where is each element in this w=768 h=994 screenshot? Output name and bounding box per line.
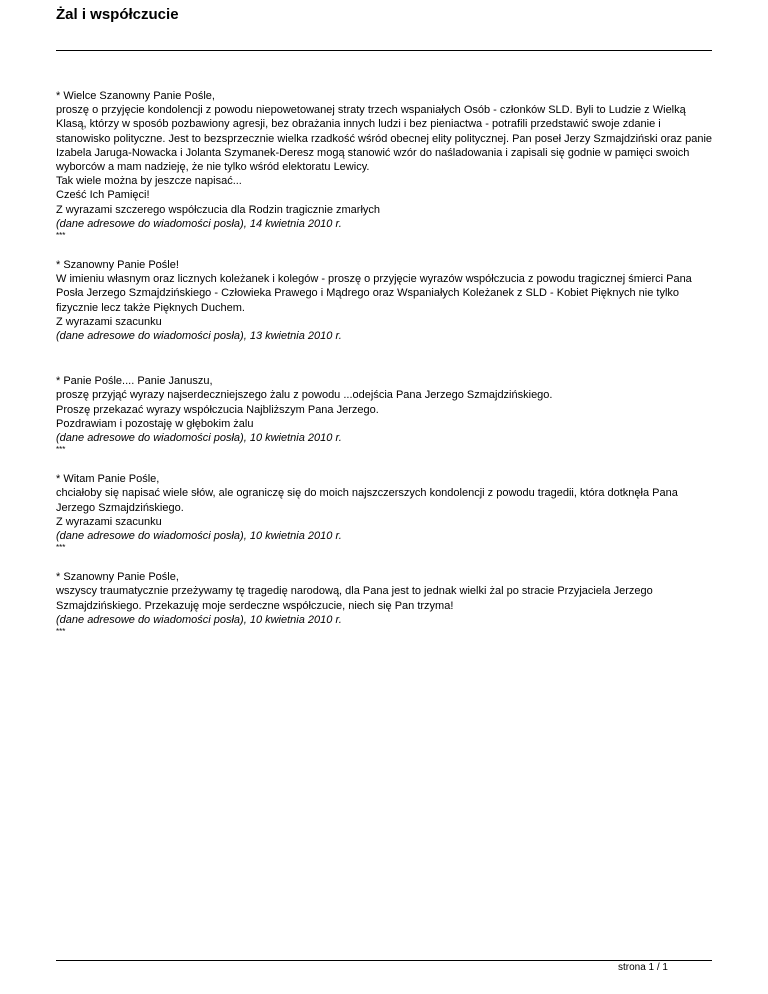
letter-body: W imieniu własnym oraz licznych koleżanek i kolegów - proszę o przyjęcie wyrazów współczucia z powodu tragicznej śmierci Pana Posła Jerzego Szmajdzińskiego - Człowieka Prawego i Mądrego oraz Wspaniałych Koleżanek z SLD - Kobiet Pięknych nie tylko fizycznie lecz także Pięknych Duchem. — [56, 273, 692, 314]
letter-greeting: * Szanowny Panie Pośle, — [56, 571, 179, 584]
letter-closing: Z wyrazami szacunku — [56, 515, 162, 528]
letter-body: proszę przyjąć wyrazy najserdeczniejszego żalu z powodu ...odejścia Pana Jerzego Szmajdzińskiego. — [56, 389, 553, 402]
letter-closing: Z wyrazami szczerego współczucia dla Rodzin tragicznie zmarłych — [56, 203, 381, 216]
entry-separator: *** — [56, 627, 66, 637]
letter-entry — [56, 472, 716, 553]
letter-body: Tak wiele można by jeszcze napisać... — [56, 175, 242, 188]
letter-meta: (dane adresowe do wiadomości posła), 10 kwietnia 2010 r. — [56, 613, 342, 626]
letter-entry — [56, 374, 716, 455]
page-title: Żal i współczucie — [56, 6, 179, 23]
letter-greeting: * Wielce Szanowny Panie Pośle, — [56, 90, 215, 102]
entry-separator: *** — [56, 445, 66, 455]
letters-content — [56, 89, 716, 637]
letter-meta: (dane adresowe do wiadomości posła), 13 kwietnia 2010 r. — [56, 330, 342, 343]
footer-divider — [56, 960, 712, 961]
letter-meta: (dane adresowe do wiadomości posła), 10 kwietnia 2010 r. — [56, 432, 342, 445]
letter-meta: (dane adresowe do wiadomości posła), 14 kwietnia 2010 r. — [56, 217, 342, 230]
letter-body: wszyscy traumatycznie przeżywamy tę tragedię narodową, dla Pana jest to jednak wielki żal po stracie Przyjaciela Jerzego Szmajdzińskiego. Przekazuję moje serdeczne współczucie, niech się Pan trzyma! — [56, 585, 653, 612]
letter-greeting: * Witam Panie Pośle, — [56, 473, 160, 486]
letter-body: proszę o przyjęcie kondolencji z powodu niepowetowanej straty trzech wspaniałych Osób - członków SLD. Byli to Ludzie z Wielką Klasą, którzy w sposób pozbawiony agresji, bez obrażania innych ludzi i bez pieniactwa - potrafili przedstawić swoje zdanie i stanowisko polityczne. Jest to bezsprzecznie wielka rzadkość wśród obecnej elity politycznej. Pan poseł Jerzy Szmajdziński oraz panie Izabela Jaruga-Nowacka i Jolanta Szymanek-Deresz mogą stanowić wzór do naśladowania i zapisali się godnie w pamięci swoich wyborców a mam nadzieję, że nie tylko wśród elektoratu Lewicy. — [56, 104, 713, 174]
entry-separator: *** — [56, 543, 66, 553]
letter-closing: Pozdrawiam i pozostaję w głębokim żalu — [56, 417, 254, 430]
letter-entry — [56, 89, 716, 241]
letter-greeting: * Szanowny Panie Pośle! — [56, 259, 179, 272]
page-number: strona 1 / 1 — [617, 962, 668, 973]
letter-body: Cześć Ich Pamięci! — [56, 189, 150, 202]
letter-body: Proszę przekazać wyrazy współczucia Najbliższym Pana Jerzego. — [56, 403, 379, 416]
letter-body: chciałoby się napisać wiele słów, ale ograniczę się do moich najszczerszych kondolencji z powodu tragedii, która dotknęła Pana Jerzego Szmajdzińskiego. — [56, 487, 678, 514]
letter-closing: Z wyrazami szacunku — [56, 315, 162, 328]
letter-entry — [56, 258, 716, 343]
header-divider — [56, 50, 712, 51]
letter-meta: (dane adresowe do wiadomości posła), 10 kwietnia 2010 r. — [56, 530, 342, 543]
letter-greeting: * Panie Pośle.... Panie Januszu, — [56, 375, 213, 388]
entry-separator: *** — [56, 231, 66, 241]
letter-entry — [56, 570, 716, 637]
